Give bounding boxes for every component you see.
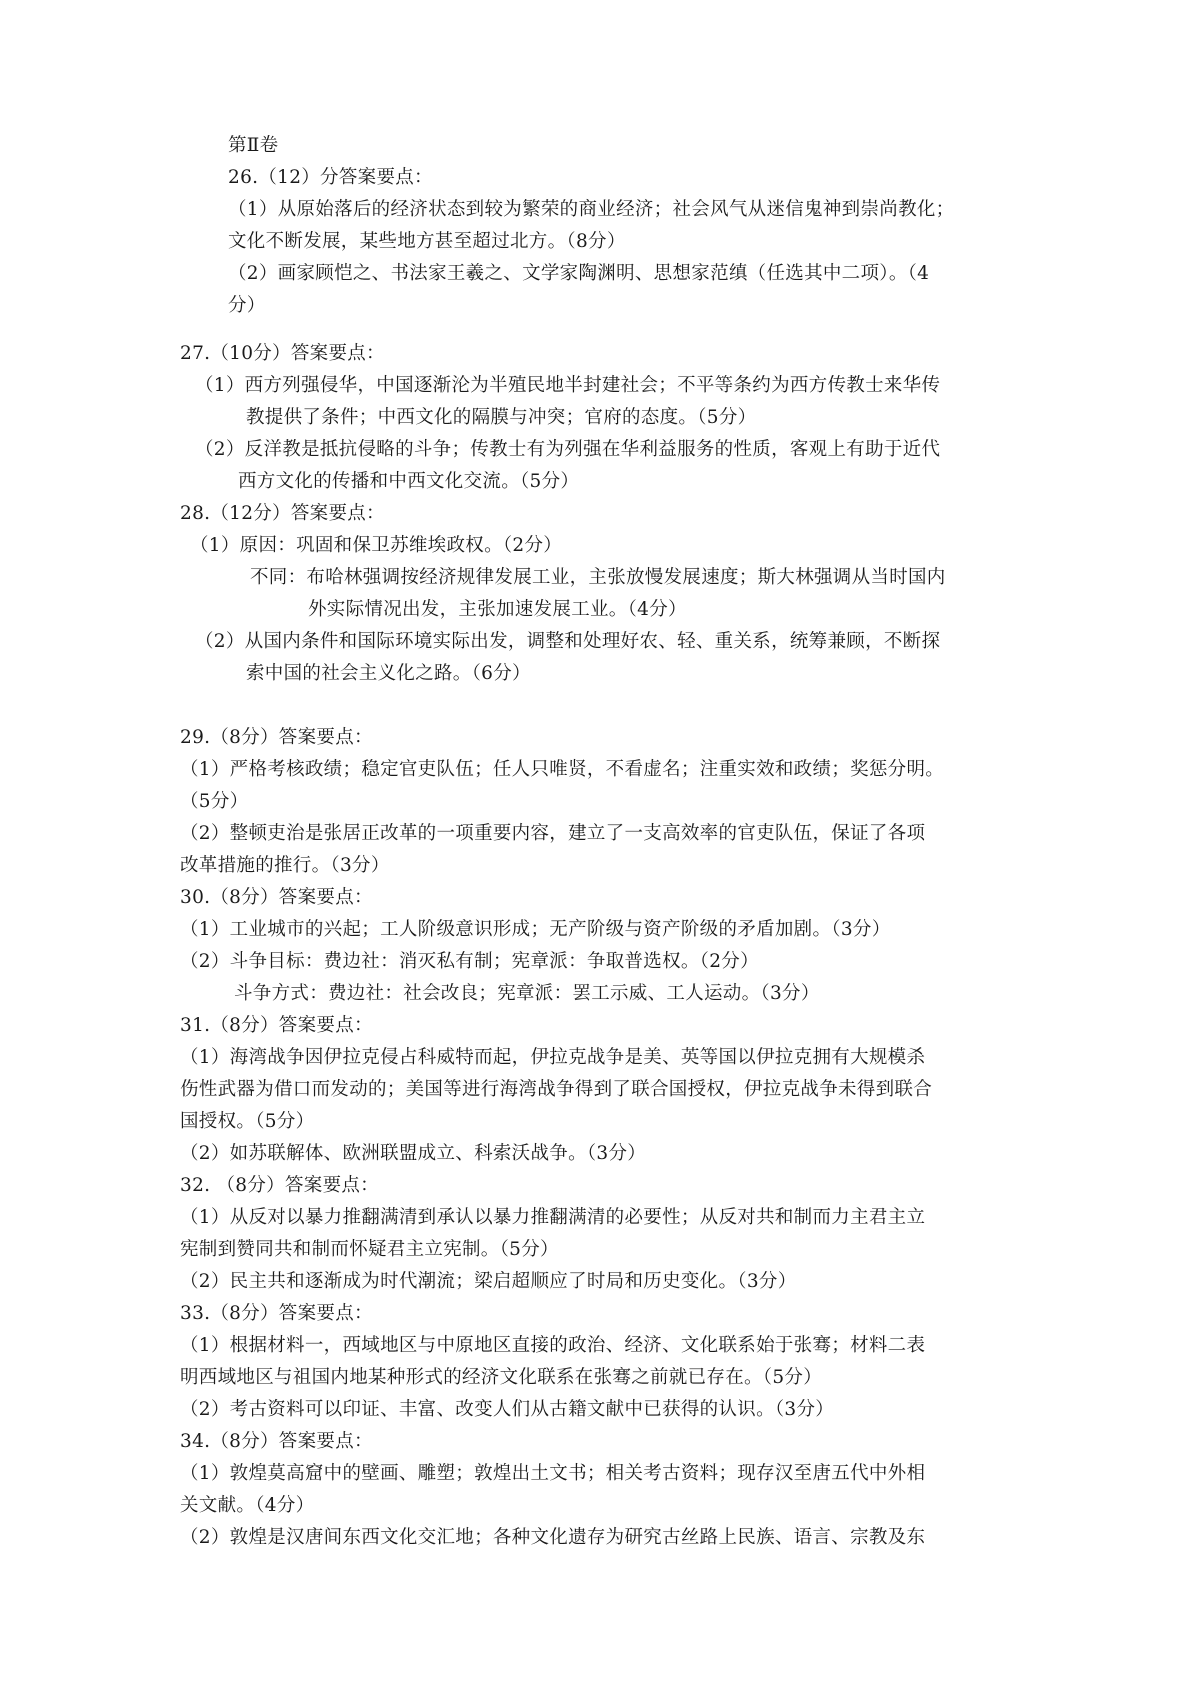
text-line: 伤性武器为借口而发动的；美国等进行海湾战争得到了联合国授权，伊拉克战争未得到联合 <box>180 1079 933 1100</box>
text-line: 关文献。（4分） <box>180 1495 315 1516</box>
text-line: （2）反洋教是抵抗侵略的斗争；传教士有为列强在华利益服务的性质，客观上有助于近代 <box>195 439 941 460</box>
text-line: （1）敦煌莫高窟中的壁画、雕塑；敦煌出土文书；相关考古资料；现存汉至唐五代中外相 <box>180 1463 926 1484</box>
text-line: （2）敦煌是汉唐间东西文化交汇地；各种文化遗存为研究古丝路上民族、语言、宗教及东 <box>180 1527 926 1548</box>
question-32-heading: 32. （8分）答案要点： <box>180 1175 379 1196</box>
text-line: （1）从反对以暴力推翻满清到承认以暴力推翻满清的必要性；从反对共和制而力主君主立 <box>180 1207 926 1228</box>
text-line: 外实际情况出发，主张加速发展工业。（4分） <box>308 599 687 620</box>
text-line: （1）工业城市的兴起；工人阶级意识形成；无产阶级与资产阶级的矛盾加剧。（3分） <box>180 919 891 940</box>
question-28-heading: 28.（12分）答案要点： <box>180 503 385 524</box>
text-line: （2）斗争目标：费边社：消灭私有制；宪章派：争取普选权。（2分） <box>180 951 759 972</box>
text-line: 改革措施的推行。（3分） <box>180 855 390 876</box>
question-30-heading: 30.（8分）答案要点： <box>180 887 373 908</box>
text-line: 斗争方式：费边社：社会改良；宪章派：罢工示威、工人运动。（3分） <box>234 983 820 1004</box>
text-line: （2）从国内条件和国际环境实际出发，调整和处理好农、轻、重关系，统筹兼顾，不断探 <box>195 631 941 652</box>
text-line: 宪制到赞同共和制而怀疑君主立宪制。（5分） <box>180 1239 559 1260</box>
text-line: （2）画家顾恺之、书法家王羲之、文学家陶渊明、思想家范缜（任选其中二项）。（4 <box>228 263 930 284</box>
question-31-heading: 31.（8分）答案要点： <box>180 1015 373 1036</box>
text-line: （2）整顿吏治是张居正改革的一项重要内容，建立了一支高效率的官吏队伍，保证了各项 <box>180 823 926 844</box>
text-line: （1）从原始落后的经济状态到较为繁荣的商业经济；社会风气从迷信鬼神到崇尚教化； <box>228 199 955 220</box>
question-33-heading: 33.（8分）答案要点： <box>180 1303 373 1324</box>
text-line: 明西域地区与祖国内地某种形式的经济文化联系在张骞之前就已存在。（5分） <box>180 1367 823 1388</box>
text-line: 文化不断发展，某些地方甚至超过北方。（8分） <box>228 231 626 252</box>
text-line: （1）海湾战争因伊拉克侵占科威特而起，伊拉克战争是美、英等国以伊拉克拥有大规模杀 <box>180 1047 926 1068</box>
text-line: 西方文化的传播和中西文化交流。（5分） <box>238 471 580 492</box>
text-line: （5分） <box>180 791 249 812</box>
text-line: （1）西方列强侵华，中国逐渐沦为半殖民地半封建社会；不平等条约为西方传教士来华传 <box>195 375 941 396</box>
question-34-heading: 34.（8分）答案要点： <box>180 1431 373 1452</box>
text-line: （1）原因：巩固和保卫苏维埃政权。（2分） <box>190 535 563 556</box>
text-line: （1）根据材料一，西域地区与中原地区直接的政治、经济、文化联系始于张骞；材料二表 <box>180 1335 926 1356</box>
section-heading: 第Ⅱ卷 <box>228 135 279 156</box>
text-line: （2）民主共和逐渐成为时代潮流；梁启超顺应了时局和历史变化。（3分） <box>180 1271 797 1292</box>
question-29-heading: 29.（8分）答案要点： <box>180 727 373 748</box>
text-line: （2）如苏联解体、欧洲联盟成立、科索沃战争。（3分） <box>180 1143 647 1164</box>
text-line: 索中国的社会主义化之路。（6分） <box>246 663 531 684</box>
text-line: （2）考古资料可以印证、丰富、改变人们从古籍文献中已获得的认识。（3分） <box>180 1399 835 1420</box>
text-line: 教提供了条件；中西文化的隔膜与冲突；官府的态度。（5分） <box>246 407 757 428</box>
text-line: 不同：布哈林强调按经济规律发展工业，主张放慢发展速度；斯大林强调从当时国内 <box>250 567 946 588</box>
text-line: 分） <box>228 295 266 316</box>
question-27-heading: 27.（10分）答案要点： <box>180 343 385 364</box>
text-line: （1）严格考核政绩；稳定官吏队伍；任人只唯贤，不看虚名；注重实效和政绩；奖惩分明。 <box>180 759 945 780</box>
text-line: 国授权。（5分） <box>180 1111 315 1132</box>
question-26-heading: 26.（12）分答案要点： <box>228 167 433 188</box>
